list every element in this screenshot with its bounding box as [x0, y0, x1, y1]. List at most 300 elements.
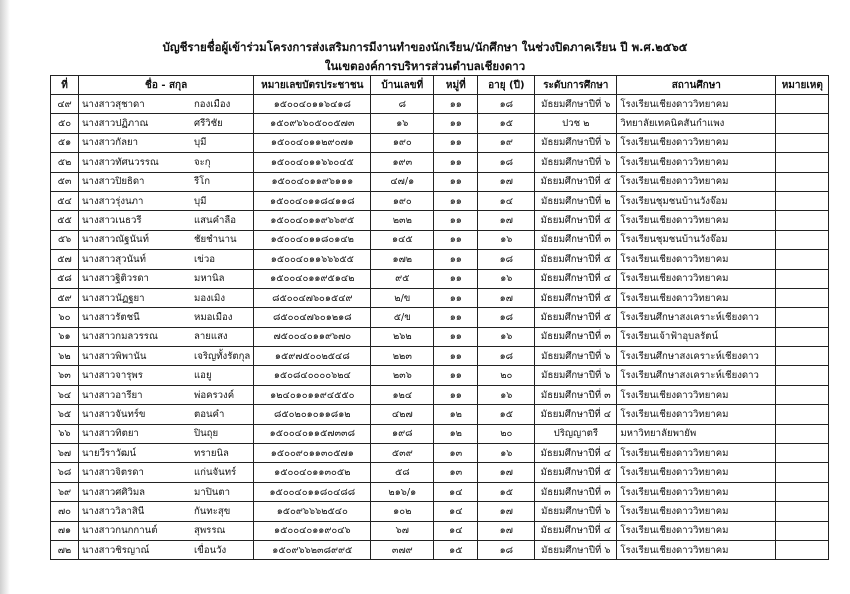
row-age: ๑๕	[478, 482, 535, 501]
row-id-number: ๑๕๐๐๔๐๑๑๖๖๖๕๕	[254, 250, 371, 269]
row-name	[79, 502, 254, 521]
row-moo: ๑๑	[434, 114, 478, 133]
header-id: หมายเลขบัตรประชาชน	[254, 76, 371, 95]
table-row	[51, 502, 829, 521]
row-no: ๕๑	[51, 133, 79, 152]
row-age: ๒๐	[478, 366, 535, 385]
first-name: นางสาวสุชาดา	[82, 98, 145, 110]
first-name: นางสาวณัฐนันท์	[82, 234, 149, 246]
row-id-number: ๗๕๐๐๔๐๑๑๙๖๗๐	[254, 327, 371, 346]
row-no: ๖๘	[51, 463, 79, 482]
row-education-level: มัธยมศึกษาปีที่ ๖	[535, 502, 617, 521]
header-no: ที่	[51, 76, 79, 95]
row-no: ๖๔	[51, 385, 79, 404]
table-row	[51, 153, 829, 172]
row-education-level: มัธยมศึกษาปีที่ ๕	[535, 172, 617, 191]
row-education-level: มัธยมศึกษาปีที่ ๓	[535, 482, 617, 501]
row-house-number: ๔๗/๑	[371, 172, 434, 191]
last-name: มองเมิง	[194, 292, 226, 304]
last-name: ทรายนิล	[194, 447, 229, 459]
row-id-number: ๑๕๐๙๖๖๒๓๘๙๙๕	[254, 540, 371, 559]
row-school: โรงเรียนศึกษาสงเคราะห์เชียงดาว	[617, 308, 776, 327]
row-no: ๖๕	[51, 405, 79, 424]
row-no: ๔๙	[51, 95, 79, 114]
last-name: สุพรรณ	[194, 525, 226, 537]
table-row	[51, 250, 829, 269]
row-house-number: ๕๓๙	[371, 444, 434, 463]
row-name	[79, 327, 254, 346]
header-age: อายุ (ปี)	[478, 76, 535, 95]
row-age: ๑๘	[478, 95, 535, 114]
first-name: นางสาวนัฏฐยา	[82, 292, 145, 304]
row-no: ๕๗	[51, 250, 79, 269]
row-school: วิทยาลัยเทคนิคสันกำแพง	[617, 114, 776, 133]
first-name: นางสาวอารียา	[82, 389, 143, 401]
row-school: โรงเรียนเชียงดาววิทยาคม	[617, 405, 776, 424]
row-moo: ๑๓	[434, 444, 478, 463]
row-id-number: ๑๕๐๐๔๐๑๑๙๖๖๙๕	[254, 211, 371, 230]
row-id-number: ๑๕๐๘๔๐๐๐๐๖๒๔	[254, 366, 371, 385]
first-name: นางสาวกมลวรรณ	[82, 331, 158, 343]
header-level: ระดับการศึกษา	[535, 76, 617, 95]
row-id-number: ๑๕๐๐๔๐๑๑๒๙๐๗๑	[254, 133, 371, 152]
row-name	[79, 191, 254, 210]
row-name	[79, 424, 254, 443]
row-house-number: ๑๐๒	[371, 502, 434, 521]
row-age: ๑๗	[478, 463, 535, 482]
row-id-number: ๑๕๐๐๔๐๑๑๙๕๑๔๒	[254, 269, 371, 288]
row-id-number: ๑๕๐๐๔๐๑๑๘๔๑๑๘	[254, 191, 371, 210]
row-school: โรงเรียนชุมชนบ้านวังจ๊อม	[617, 230, 776, 249]
document-subtitle: ในเขตองค์การบริหารส่วนตำบลเชียงดาว	[324, 59, 526, 73]
row-house-number: ๓๗๙	[371, 540, 434, 559]
row-school: โรงเรียนเชียงดาววิทยาคม	[617, 463, 776, 482]
row-name	[79, 95, 254, 114]
row-house-number: ๒๓๒	[371, 211, 434, 230]
row-moo: ๑๑	[434, 366, 478, 385]
row-education-level: มัธยมศึกษาปีที่ ๔	[535, 444, 617, 463]
row-note	[776, 288, 829, 307]
row-name	[79, 444, 254, 463]
row-note	[776, 482, 829, 501]
row-id-number: ๑๕๙๗๕๐๐๒๕๔๘	[254, 347, 371, 366]
first-name: นางสาววิลาสินี	[82, 505, 145, 517]
row-moo: ๑๑	[434, 153, 478, 172]
row-school: โรงเรียนศึกษาสงเคราะห์เชียงดาว	[617, 366, 776, 385]
row-note	[776, 463, 829, 482]
row-name	[79, 405, 254, 424]
header-name: ชื่อ - สกุล	[79, 76, 254, 95]
last-name: พ่อครวงค์	[194, 389, 235, 401]
row-age: ๑๕	[478, 114, 535, 133]
row-age: ๑๗	[478, 211, 535, 230]
row-moo: ๑๒	[434, 424, 478, 443]
row-id-number: ๑๕๐๙๖๖๖๒๕๔๐	[254, 502, 371, 521]
row-house-number: ๑๙๓	[371, 153, 434, 172]
header-school: สถานศึกษา	[617, 76, 776, 95]
row-age: ๑๘	[478, 540, 535, 559]
row-name	[79, 463, 254, 482]
row-name	[79, 385, 254, 404]
row-id-number: ๑๒๔๐๑๐๑๑๙๔๕๕๐	[254, 385, 371, 404]
row-age: ๑๘	[478, 347, 535, 366]
table-row	[51, 172, 829, 191]
row-moo: ๑๑	[434, 250, 478, 269]
first-name: นางสาวฐิติวรดา	[82, 273, 149, 285]
row-moo: ๑๑	[434, 191, 478, 210]
row-school: โรงเรียนเชียงดาววิทยาคม	[617, 211, 776, 230]
row-name	[79, 366, 254, 385]
row-note	[776, 444, 829, 463]
row-note	[776, 114, 829, 133]
row-id-number: ๑๕๐๐๔๐๑๑๙๐๔๖	[254, 521, 371, 540]
row-school: โรงเรียนเชียงดาววิทยาคม	[617, 288, 776, 307]
row-age: ๑๖	[478, 230, 535, 249]
row-house-number: ๒/ข	[371, 288, 434, 307]
row-moo: ๑๔	[434, 521, 478, 540]
first-name: นางสาวปฏิภาณ	[82, 118, 149, 130]
row-no: ๗๑	[51, 521, 79, 540]
row-education-level: มัธยมศึกษาปีที่ ๖	[535, 133, 617, 152]
row-house-number: ๒๑๖/๑	[371, 482, 434, 501]
table-row	[51, 95, 829, 114]
first-name: นายวีราวัฒน์	[82, 447, 137, 459]
row-no: ๕๓	[51, 172, 79, 191]
row-no: ๖๗	[51, 444, 79, 463]
row-moo: ๑๑	[434, 211, 478, 230]
first-name: นางสาวปิยธิดา	[82, 176, 145, 188]
row-note	[776, 133, 829, 152]
row-education-level: มัธยมศึกษาปีที่ ๔	[535, 269, 617, 288]
row-note	[776, 230, 829, 249]
row-school: โรงเรียนเชียงดาววิทยาคม	[617, 250, 776, 269]
row-house-number: ๕๘	[371, 463, 434, 482]
row-no: ๖๙	[51, 482, 79, 501]
row-school: โรงเรียนเจ้าฟ้าอุบลรัตน์	[617, 327, 776, 346]
row-note	[776, 521, 829, 540]
first-name: นางสาวจิตรดา	[82, 467, 144, 479]
row-education-level: มัธยมศึกษาปีที่ ๕	[535, 288, 617, 307]
row-house-number: ๘	[371, 95, 434, 114]
first-name: นางสาวทิตยา	[82, 428, 139, 440]
row-note	[776, 502, 829, 521]
row-moo: ๑๔	[434, 502, 478, 521]
first-name: นางสาวกัลยา	[82, 137, 138, 149]
row-note	[776, 308, 829, 327]
row-school: โรงเรียนเชียงดาววิทยาคม	[617, 482, 776, 501]
row-education-level: มัธยมศึกษาปีที่ ๕	[535, 308, 617, 327]
row-education-level: ปริญญาตรี	[535, 424, 617, 443]
row-education-level: มัธยมศึกษาปีที่ ๕	[535, 211, 617, 230]
row-note	[776, 250, 829, 269]
row-school: โรงเรียนเชียงดาววิทยาคม	[617, 95, 776, 114]
last-name: กองเมือง	[194, 98, 231, 110]
row-moo: ๑๕	[434, 540, 478, 559]
row-age: ๑๗	[478, 502, 535, 521]
row-no: ๗๐	[51, 502, 79, 521]
first-name: นางสาวสุวนันท์	[82, 253, 146, 265]
row-id-number: ๑๕๐๐๔๐๑๑๘๐๑๔๒	[254, 230, 371, 249]
row-education-level: มัธยมศึกษาปีที่ ๓	[535, 385, 617, 404]
row-house-number: ๑๒๔	[371, 385, 434, 404]
last-name: มาปินตา	[194, 486, 230, 498]
last-name: บุมี	[194, 137, 207, 149]
first-name: นางสาวรัตชนี	[82, 311, 140, 323]
table-header-row	[51, 76, 829, 95]
row-house-number: ๒๒๓	[371, 347, 434, 366]
table-row	[51, 424, 829, 443]
row-moo: ๑๓	[434, 463, 478, 482]
first-name: นางสาวเนธวรี	[82, 215, 142, 227]
last-name: กันทะสุข	[194, 505, 231, 517]
table-row	[51, 211, 829, 230]
table-row	[51, 230, 829, 249]
last-name: ศรีวิชัย	[194, 118, 223, 130]
last-name: จะกุ	[194, 156, 211, 168]
row-house-number: ๑๗๒	[371, 250, 434, 269]
last-name: แสนคำลือ	[194, 215, 237, 227]
row-note	[776, 269, 829, 288]
row-moo: ๑๑	[434, 230, 478, 249]
row-age: ๑๖	[478, 327, 535, 346]
row-id-number: ๘๕๐๐๔๗๖๐๑๒๑๘	[254, 308, 371, 327]
last-name: หมอเมือง	[194, 311, 233, 323]
last-name: แอยู	[194, 370, 212, 382]
row-education-level: มัธยมศึกษาปีที่ ๓	[535, 327, 617, 346]
row-education-level: มัธยมศึกษาปีที่ ๖	[535, 540, 617, 559]
row-moo: ๑๑	[434, 347, 478, 366]
row-age: ๑๘	[478, 153, 535, 172]
header-moo: หมู่ที่	[434, 76, 478, 95]
row-house-number: ๑๙๐	[371, 191, 434, 210]
row-name	[79, 211, 254, 230]
row-age: ๑๖	[478, 385, 535, 404]
row-education-level: มัธยมศึกษาปีที่ ๖	[535, 153, 617, 172]
first-name: นางสาวศศิวิมล	[82, 486, 146, 498]
row-education-level: ปวช ๒	[535, 114, 617, 133]
row-moo: ๑๑	[434, 385, 478, 404]
table-row	[51, 288, 829, 307]
row-age: ๑๘	[478, 308, 535, 327]
row-note	[776, 424, 829, 443]
row-name	[79, 269, 254, 288]
row-moo: ๑๑	[434, 172, 478, 191]
first-name: นางสาวทัศนวรรณ	[82, 156, 159, 168]
last-name: บุมี	[194, 195, 207, 207]
row-school: โรงเรียนเชียงดาววิทยาคม	[617, 502, 776, 521]
row-school: มหาวิทยาลัยพายัพ	[617, 424, 776, 443]
table-row	[51, 521, 829, 540]
table-body	[51, 95, 829, 560]
last-name: ตอนคำ	[194, 408, 225, 420]
table-row	[51, 133, 829, 152]
row-school: โรงเรียนเชียงดาววิทยาคม	[617, 540, 776, 559]
row-id-number: ๑๕๐๐๔๐๑๑๖๔๑๘	[254, 95, 371, 114]
row-education-level: มัธยมศึกษาปีที่ ๕	[535, 463, 617, 482]
table-row	[51, 405, 829, 424]
row-education-level: มัธยมศึกษาปีที่ ๔	[535, 405, 617, 424]
row-house-number: ๑๙๘	[371, 424, 434, 443]
row-note	[776, 540, 829, 559]
first-name: นางสาวพิพานัน	[82, 350, 147, 362]
first-name: นางสาวชิรญาณ์	[82, 544, 150, 556]
last-name: มหานิล	[194, 273, 225, 285]
scan-edge-shadow	[0, 0, 10, 594]
row-no: ๕๙	[51, 288, 79, 307]
row-name	[79, 521, 254, 540]
row-house-number: ๑๔๕	[371, 230, 434, 249]
row-age: ๑๔	[478, 191, 535, 210]
table-row	[51, 482, 829, 501]
row-moo: ๑๑	[434, 95, 478, 114]
last-name: เจริญทั้งรัตกุล	[194, 350, 251, 362]
row-id-number: ๑๕๐๐๔๐๑๑๖๖๐๔๕	[254, 153, 371, 172]
first-name: นางสาวจันทร์ข	[82, 408, 146, 420]
row-note	[776, 95, 829, 114]
first-name: นางสาวรุ่งนภา	[82, 195, 144, 207]
row-name	[79, 288, 254, 307]
row-no: ๖๒	[51, 347, 79, 366]
last-name: รีโก	[194, 176, 211, 188]
header-note: หมายเหตุ	[776, 76, 829, 95]
row-no: ๖๖	[51, 424, 79, 443]
row-id-number: ๑๕๐๙๖๖๐๕๐๐๕๗๓	[254, 114, 371, 133]
row-age: ๑๙	[478, 133, 535, 152]
row-school: โรงเรียนเชียงดาววิทยาคม	[617, 444, 776, 463]
row-school: โรงเรียนเชียงดาววิทยาคม	[617, 133, 776, 152]
last-name: ลายแสง	[194, 331, 228, 343]
row-age: ๑๘	[478, 250, 535, 269]
row-moo: ๑๒	[434, 405, 478, 424]
table-row	[51, 540, 829, 559]
row-house-number: ๕/ข	[371, 308, 434, 327]
row-no: ๖๑	[51, 327, 79, 346]
row-age: ๑๗	[478, 288, 535, 307]
table-row	[51, 366, 829, 385]
row-age: ๑๖	[478, 269, 535, 288]
row-no: ๖๓	[51, 366, 79, 385]
row-note	[776, 211, 829, 230]
row-name	[79, 308, 254, 327]
table-row	[51, 444, 829, 463]
row-moo: ๑๑	[434, 133, 478, 152]
row-education-level: มัธยมศึกษาปีที่ ๖	[535, 366, 617, 385]
row-no: ๗๒	[51, 540, 79, 559]
row-age: ๑๖	[478, 444, 535, 463]
row-school: โรงเรียนศึกษาสงเคราะห์เชียงดาว	[617, 347, 776, 366]
row-name	[79, 347, 254, 366]
row-note	[776, 385, 829, 404]
row-id-number: ๘๕๐๒๐๑๐๑๑๘๑๒	[254, 405, 371, 424]
table-row	[51, 269, 829, 288]
last-name: ปินถุย	[194, 428, 219, 440]
row-house-number: ๖๗	[371, 521, 434, 540]
row-school: โรงเรียนเชียงดาววิทยาคม	[617, 521, 776, 540]
row-no: ๕๔	[51, 191, 79, 210]
row-house-number: ๒๓๖	[371, 366, 434, 385]
row-id-number: ๑๕๐๐๔๐๑๑๓๐๕๒	[254, 463, 371, 482]
row-note	[776, 405, 829, 424]
row-id-number: ๑๕๐๐๔๐๑๑๘๐๔๘๘	[254, 482, 371, 501]
row-note	[776, 366, 829, 385]
table-row	[51, 385, 829, 404]
row-moo: ๑๑	[434, 288, 478, 307]
row-moo: ๑๑	[434, 269, 478, 288]
table-row	[51, 327, 829, 346]
row-name	[79, 482, 254, 501]
participants-table	[50, 75, 829, 560]
row-note	[776, 347, 829, 366]
row-no: ๕๐	[51, 114, 79, 133]
last-name: เขื่อนวัง	[194, 544, 227, 556]
row-name	[79, 153, 254, 172]
row-house-number: ๔๒๗	[371, 405, 434, 424]
row-no: ๖๐	[51, 308, 79, 327]
row-school: โรงเรียนเชียงดาววิทยาคม	[617, 153, 776, 172]
header-house: บ้านเลขที่	[371, 76, 434, 95]
row-moo: ๑๑	[434, 327, 478, 346]
row-education-level: มัธยมศึกษาปีที่ ๖	[535, 347, 617, 366]
row-id-number: ๑๕๐๐๔๐๑๑๕๗๓๓๘	[254, 424, 371, 443]
row-name	[79, 540, 254, 559]
row-name	[79, 172, 254, 191]
row-house-number: ๙๕	[371, 269, 434, 288]
last-name: เข่วอ	[194, 253, 215, 265]
row-house-number: ๑๖	[371, 114, 434, 133]
table-row	[51, 191, 829, 210]
table-row	[51, 347, 829, 366]
row-school: โรงเรียนเชียงดาววิทยาคม	[617, 269, 776, 288]
row-education-level: มัธยมศึกษาปีที่ ๖	[535, 95, 617, 114]
row-education-level: มัธยมศึกษาปีที่ ๓	[535, 230, 617, 249]
row-name	[79, 114, 254, 133]
row-house-number: ๒๖๒	[371, 327, 434, 346]
row-education-level: มัธยมศึกษาปีที่ ๕	[535, 250, 617, 269]
first-name: นางสาวกนกกานต์	[82, 525, 158, 537]
row-name	[79, 250, 254, 269]
row-note	[776, 327, 829, 346]
row-no: ๕๒	[51, 153, 79, 172]
first-name: นางสาวจารุพร	[82, 370, 143, 382]
row-age: ๑๕	[478, 405, 535, 424]
row-age: ๑๗	[478, 521, 535, 540]
row-education-level: มัธยมศึกษาปีที่ ๔	[535, 521, 617, 540]
row-school: โรงเรียนชุมชนบ้านวังจ๊อม	[617, 191, 776, 210]
row-note	[776, 153, 829, 172]
row-school: โรงเรียนเชียงดาววิทยาคม	[617, 172, 776, 191]
row-no: ๕๕	[51, 211, 79, 230]
row-moo: ๑๔	[434, 482, 478, 501]
row-name	[79, 133, 254, 152]
row-education-level: มัธยมศึกษาปีที่ ๒	[535, 191, 617, 210]
row-no: ๕๖	[51, 230, 79, 249]
row-id-number: ๑๕๐๐๔๐๑๑๙๖๑๑๑	[254, 172, 371, 191]
last-name: แก่นจันทร์	[194, 467, 237, 479]
row-age: ๒๐	[478, 424, 535, 443]
row-id-number: ๘๕๐๐๔๗๖๐๑๕๔๙	[254, 288, 371, 307]
row-no: ๕๘	[51, 269, 79, 288]
document-title: บัญชีรายชื่อผู้เข้าร่วมโครงการส่งเสริมการมีงานทำของนักเรียน/นักศึกษา ในช่วงปิดภาคเรียน ปี พ.ศ.๒๕๖๕	[162, 40, 688, 54]
row-house-number: ๑๙๐	[371, 133, 434, 152]
row-age: ๑๗	[478, 172, 535, 191]
last-name: ชัยชำนาน	[194, 234, 237, 246]
row-note	[776, 172, 829, 191]
table-row	[51, 308, 829, 327]
row-note	[776, 191, 829, 210]
table-row	[51, 114, 829, 133]
table-row	[51, 463, 829, 482]
row-name	[79, 230, 254, 249]
